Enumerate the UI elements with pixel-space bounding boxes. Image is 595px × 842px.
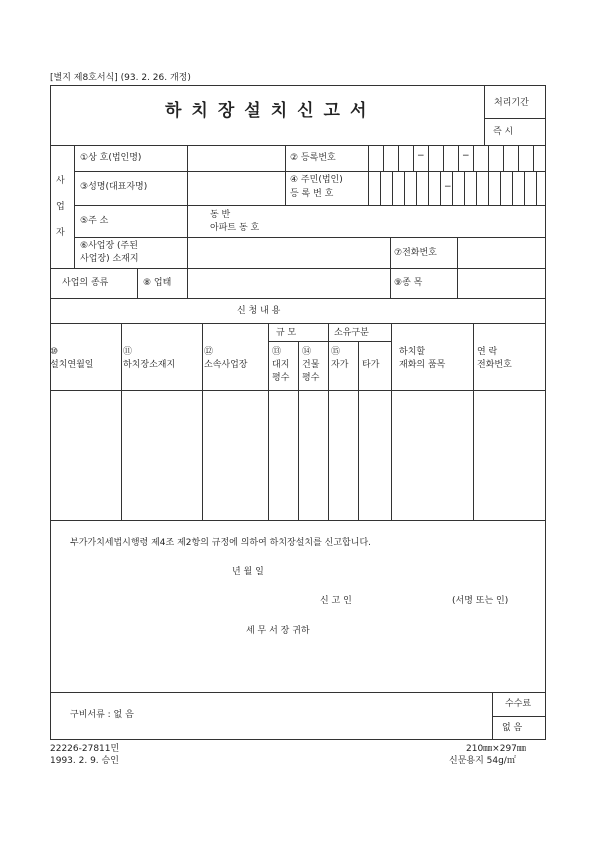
trade-name-field[interactable] [198, 149, 283, 168]
tax-office-addressee: 세 무 서 장 귀하 [246, 626, 310, 636]
workplace-col-header: 소속사업장 [204, 360, 248, 370]
location-col-num: ⑪ [123, 347, 133, 357]
own-other-header: 타가 [362, 360, 380, 370]
fee-value: 없 음 [502, 723, 523, 733]
form-code: 22226-27811민 [50, 744, 120, 754]
land-col-header: 대지 [272, 360, 290, 370]
address-apartment: 아파트 동 호 [210, 223, 260, 233]
declaration-date: 년 월 일 [232, 567, 264, 577]
paper-size: 210㎜×297㎜ [466, 744, 526, 754]
reg-no-boxes[interactable]: − − [368, 145, 546, 171]
phone-label: ⑦전화번호 [394, 248, 437, 258]
business-type-label: ⑧ 업태 [143, 278, 172, 288]
form-title: 하치장설치신고서 [165, 101, 377, 121]
required-docs: 구비서류 : 없 음 [70, 710, 134, 720]
building-col-header: 건물 [302, 360, 320, 370]
application-section-title: 신 청 내 용 [237, 306, 281, 316]
goods-col-header-1: 하치할 [399, 347, 426, 357]
goods-col-header-2: 재화의 품목 [399, 360, 446, 370]
fee-label: 수수료 [505, 699, 532, 709]
application-data-area[interactable] [50, 390, 546, 520]
own-col-num: ⑮ [331, 347, 341, 357]
workplace-col-num: ⑫ [204, 347, 214, 357]
location-col-header: 하치장소재지 [123, 360, 176, 370]
date-col-num: ⑩ [50, 347, 59, 357]
own-self-header: 자가 [331, 360, 349, 370]
business-kind-label: 사업의 종류 [62, 278, 109, 288]
declarant-label: 신 고 인 [320, 596, 352, 606]
resident-no-label-1: ④ 주민(법인) [290, 175, 343, 185]
processing-period-value: 즉 시 [493, 127, 514, 137]
contact-col-header-2: 전화번호 [477, 360, 512, 370]
date-col-header: 설치연월일 [50, 360, 94, 370]
declaration-text: 부가가치세법시행령 제4조 제2항의 규정에 의하여 하치장설치를 신고합니다. [70, 538, 371, 548]
building-col-header-2: 평수 [302, 373, 320, 383]
side-label-1: 사 [56, 176, 65, 186]
processing-period-label: 처리기간 [494, 98, 529, 108]
resident-no-boxes[interactable]: − [368, 171, 546, 205]
resident-no-label-2: 등 록 번 호 [290, 189, 334, 199]
trade-name-label: ①상 호(법인명) [80, 153, 142, 163]
ownership-col-header: 소유구분 [334, 328, 369, 338]
workplace-label-1: ⑥사업장 (주된 [80, 241, 138, 251]
contact-col-header-1: 연 락 [477, 347, 498, 357]
name-label: ③성명(대표자명) [80, 182, 148, 192]
scale-col-header: 규 모 [276, 328, 297, 338]
business-item-label: ⑨종 목 [394, 278, 423, 288]
side-label-2: 업 [56, 202, 65, 212]
signature-label: (서명 또는 인) [452, 596, 509, 606]
side-label-3: 자 [56, 228, 65, 238]
workplace-label-2: 사업장) 소재지 [80, 254, 139, 264]
reg-no-label: ② 등록번호 [290, 153, 336, 163]
form-reference: [별지 제8호서식] (93. 2. 26. 개정) [50, 73, 191, 83]
address-label: ⑤주 소 [80, 216, 109, 226]
address-dong: 동 반 [210, 210, 231, 220]
building-col-num: ⑭ [302, 347, 312, 357]
land-col-num: ⑬ [272, 347, 282, 357]
land-col-header-2: 평수 [272, 373, 290, 383]
approval-date: 1993. 2. 9. 승인 [50, 756, 119, 766]
paper-type: 신문용지 54g/㎡ [449, 756, 516, 766]
